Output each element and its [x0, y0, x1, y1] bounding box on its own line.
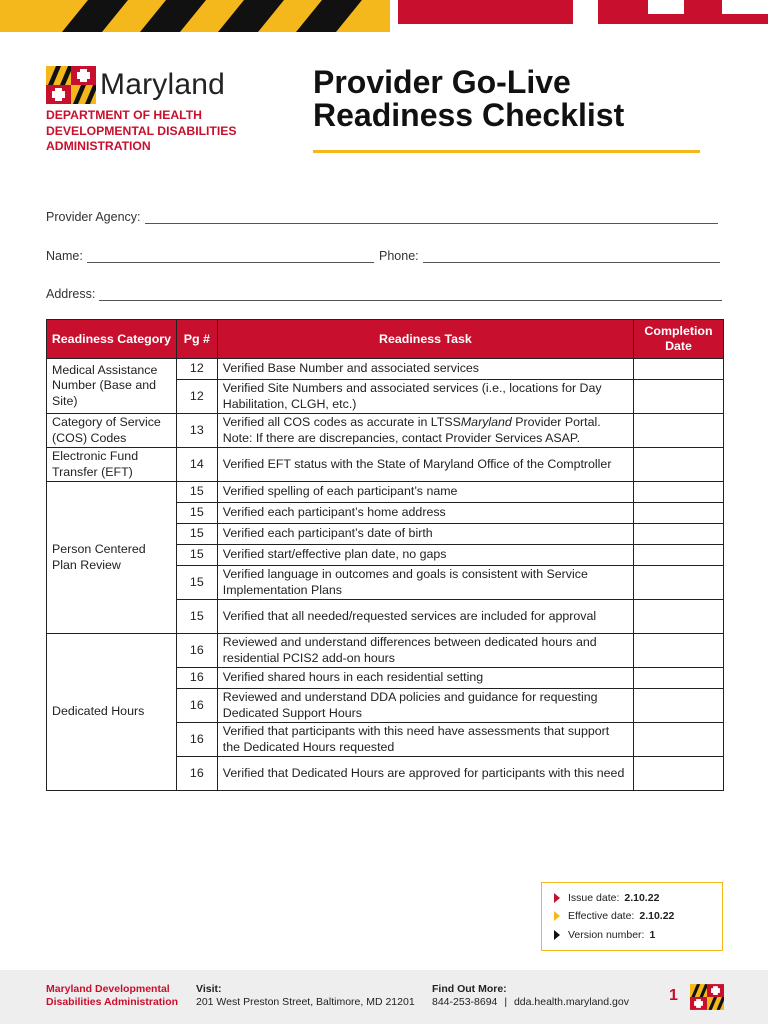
category-cell: Category of Service (COS) Codes [47, 414, 177, 448]
black-arrow-icon [554, 930, 560, 940]
page-cell: 15 [176, 524, 217, 545]
page-cell: 16 [176, 634, 217, 668]
category-cell: Medical Assistance Number (Base and Site) [47, 359, 177, 414]
task-cell: Verified that all needed/requested services are included for approval [217, 600, 633, 634]
completion-date-cell[interactable] [634, 566, 724, 600]
table-row [47, 359, 724, 380]
page-title: Provider Go-Live Readiness Checklist [313, 64, 625, 133]
footer-find-out-more [432, 983, 629, 1009]
phone-line[interactable] [423, 250, 720, 263]
name-label: Name: [46, 249, 83, 263]
task-cell: Verified that Dedicated Hours are approved for participants with this need [217, 757, 633, 791]
version-row [554, 929, 655, 941]
page-cell: 15 [176, 482, 217, 503]
title-underline [313, 150, 700, 153]
find-out-more-label: Find Out More: [432, 983, 507, 995]
task-cell: Verified each participant’s date of birth [217, 524, 633, 545]
category-cell: Person Centered Plan Review [47, 482, 177, 634]
page-cell: 16 [176, 723, 217, 757]
maryland-flag-footer-icon [690, 984, 724, 1010]
completion-date-cell[interactable] [634, 600, 724, 634]
red-arrow-icon [554, 893, 560, 903]
table-row [47, 448, 724, 482]
footer-website-link[interactable]: dda.health.maryland.gov [513, 996, 629, 1008]
maryland-logo [46, 66, 237, 155]
table-row [47, 634, 724, 668]
task-cell: Verified that participants with this need have assessments that support the Dedicated Hours requested [217, 723, 633, 757]
page-cell: 15 [176, 545, 217, 566]
table-row [47, 414, 724, 448]
version-label: Version number: [568, 929, 645, 941]
footer-separator: | [504, 996, 508, 1008]
page-cell: 16 [176, 668, 217, 689]
completion-date-cell[interactable] [634, 668, 724, 689]
table-header-row [47, 320, 724, 359]
name-line[interactable] [87, 250, 374, 263]
completion-date-cell[interactable] [634, 482, 724, 503]
name-field[interactable] [46, 249, 374, 263]
footer [0, 970, 768, 1024]
completion-date-cell[interactable] [634, 689, 724, 723]
address-field[interactable] [46, 287, 722, 301]
phone-label: Phone: [379, 249, 419, 263]
issue-date-row [554, 892, 659, 904]
readiness-checklist-table [46, 319, 724, 791]
page-number: 1 [669, 987, 678, 1004]
visit-address: 201 West Preston Street, Baltimore, MD 21201 [196, 996, 415, 1008]
page-cell: 15 [176, 566, 217, 600]
header-page: Pg # [176, 320, 217, 359]
footer-org-name: Maryland Developmental Disabilities Administration [46, 983, 179, 1008]
completion-date-cell[interactable] [634, 380, 724, 414]
completion-date-cell[interactable] [634, 545, 724, 566]
page-cell: 15 [176, 503, 217, 524]
task-cell: Verified each participant’s home address [217, 503, 633, 524]
department-name: DEPARTMENT OF HEALTH DEVELOPMENTAL DISABILITIES ADMINISTRATION [46, 108, 237, 153]
top-flag-banner [0, 0, 768, 32]
completion-date-cell[interactable] [634, 448, 724, 482]
task-cell: Reviewed and understand DDA policies and guidance for requesting Dedicated Support Hours [217, 689, 633, 723]
provider-agency-label: Provider Agency: [46, 210, 141, 224]
page-cell: 12 [176, 359, 217, 380]
category-cell: Electronic Fund Transfer (EFT) [47, 448, 177, 482]
task-cell: Verified Site Numbers and associated services (i.e., locations for Day Habilitation, CLGH, etc.) [217, 380, 633, 414]
brand-name: Maryland [100, 68, 225, 101]
completion-date-cell[interactable] [634, 757, 724, 791]
visit-label: Visit: [196, 983, 222, 995]
phone-field[interactable] [379, 249, 720, 263]
effective-date-value: 2.10.22 [639, 910, 675, 922]
page-cell: 13 [176, 414, 217, 448]
effective-date-label: Effective date: [568, 910, 635, 922]
completion-date-cell[interactable] [634, 503, 724, 524]
footer-visit [196, 983, 415, 1009]
completion-date-cell[interactable] [634, 414, 724, 448]
provider-agency-line[interactable] [145, 211, 719, 224]
page-cell: 15 [176, 600, 217, 634]
issue-info-box [541, 882, 723, 951]
address-label: Address: [46, 287, 96, 301]
issue-date-value: 2.10.22 [624, 892, 660, 904]
task-cell: Verified language in outcomes and goals is consistent with Service Implementation Plans [217, 566, 633, 600]
table-row [47, 482, 724, 503]
page-cell: 16 [176, 757, 217, 791]
effective-date-row [554, 910, 674, 922]
task-cell: Verified EFT status with the State of Maryland Office of the Comptroller [217, 448, 633, 482]
task-cell: Verified all COS codes as accurate in LTSSMaryland Provider Portal. Note: If there are discrepancies, contact Provider Services ASAP. [217, 414, 633, 448]
provider-agency-field[interactable] [46, 210, 718, 224]
footer-phone[interactable]: 844-253-8694 [432, 996, 498, 1008]
page-cell: 12 [176, 380, 217, 414]
version-value: 1 [649, 929, 656, 941]
header-category: Readiness Category [47, 320, 177, 359]
task-cell: Verified start/effective plan date, no gaps [217, 545, 633, 566]
task-cell: Verified Base Number and associated services [217, 359, 633, 380]
address-line[interactable] [99, 288, 722, 301]
completion-date-cell[interactable] [634, 359, 724, 380]
page-cell: 14 [176, 448, 217, 482]
category-cell: Dedicated Hours [47, 634, 177, 791]
header-task: Readiness Task [217, 320, 633, 359]
maryland-flag-icon [46, 66, 96, 104]
issue-date-label: Issue date: [568, 892, 620, 904]
task-cell: Verified shared hours in each residential setting [217, 668, 633, 689]
gold-arrow-icon [554, 911, 560, 921]
completion-date-cell[interactable] [634, 723, 724, 757]
header-completion: Completion Date [634, 320, 724, 359]
completion-date-cell[interactable] [634, 634, 724, 668]
task-cell: Reviewed and understand differences between dedicated hours and residential PCIS2 add-on hours [217, 634, 633, 668]
completion-date-cell[interactable] [634, 524, 724, 545]
page-cell: 16 [176, 689, 217, 723]
task-cell: Verified spelling of each participant’s name [217, 482, 633, 503]
